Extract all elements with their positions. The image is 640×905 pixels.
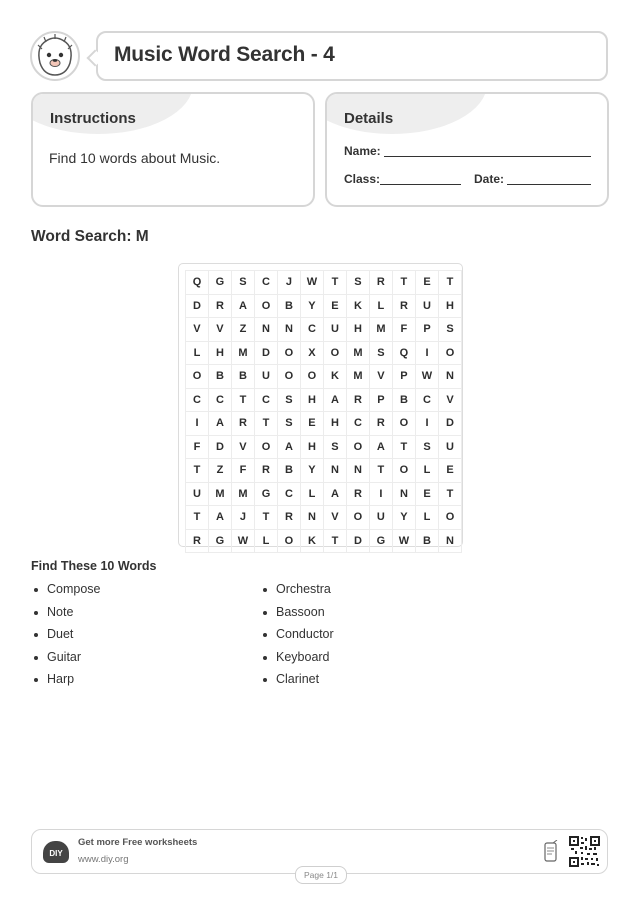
grid-row [186,459,462,483]
grid-cell[interactable]: P [369,388,392,412]
grid-cell[interactable]: F [392,318,415,342]
grid-cell[interactable]: V [369,365,392,389]
grid-cell[interactable]: A [323,482,346,506]
grid-cell[interactable]: I [186,412,209,436]
grid-cell[interactable]: I [369,482,392,506]
grid-cell[interactable]: N [323,459,346,483]
grid-cell[interactable]: B [392,388,415,412]
grid-row [186,388,462,412]
grid-cell[interactable]: R [369,271,392,295]
word-list-title: Find These 10 Words [31,559,157,573]
grid-cell[interactable]: H [323,412,346,436]
grid-cell[interactable]: W [415,365,438,389]
word-item: Keyboard [260,650,334,673]
grid-cell[interactable]: B [415,529,438,553]
grid-cell[interactable]: S [415,435,438,459]
grid-cell[interactable]: H [208,341,231,365]
grid-cell[interactable]: F [186,435,209,459]
word-item: Guitar [31,650,101,673]
grid-cell[interactable]: K [346,294,369,318]
letter-table [185,270,462,553]
grid-cell[interactable]: N [439,365,462,389]
grid-cell[interactable]: J [231,506,254,530]
page-indicator: Page 1/1 [295,866,347,884]
grid-cell[interactable]: M [346,341,369,365]
grid-cell[interactable]: H [300,435,323,459]
grid-cell[interactable]: K [300,529,323,553]
grid-cell[interactable]: P [415,318,438,342]
grid-cell[interactable]: M [231,482,254,506]
grid-cell[interactable]: R [369,412,392,436]
grid-cell[interactable]: O [277,529,300,553]
grid-cell[interactable]: W [300,271,323,295]
grid-cell[interactable]: U [439,435,462,459]
grid-cell[interactable]: T [392,271,415,295]
word-list-right [260,582,334,695]
grid-cell[interactable]: Y [300,294,323,318]
grid-cell[interactable]: G [208,271,231,295]
word-item: Harp [31,672,101,695]
grid-cell[interactable]: O [439,341,462,365]
grid-cell[interactable]: I [415,341,438,365]
grid-cell[interactable]: W [392,529,415,553]
details-card [325,92,609,207]
word-item: Orchestra [260,582,334,605]
grid-cell[interactable]: S [277,388,300,412]
grid-row [186,294,462,318]
grid-cell[interactable]: O [277,341,300,365]
grid-cell[interactable]: U [369,506,392,530]
grid-cell[interactable]: N [346,459,369,483]
grid-cell[interactable]: O [277,365,300,389]
grid-cell[interactable]: T [323,271,346,295]
grid-cell[interactable]: Y [392,506,415,530]
grid-cell[interactable]: C [255,388,278,412]
grid-row [186,482,462,506]
grid-cell[interactable]: O [323,341,346,365]
grid-cell[interactable]: S [277,412,300,436]
grid-cell[interactable]: Q [186,271,209,295]
grid-cell[interactable]: G [208,529,231,553]
grid-cell[interactable]: N [439,529,462,553]
grid-cell[interactable]: T [231,388,254,412]
grid-cell[interactable]: V [208,318,231,342]
word-item: Bassoon [260,605,334,628]
class-label: Class: [344,172,381,186]
grid-cell[interactable]: M [231,341,254,365]
grid-cell[interactable]: K [323,365,346,389]
grid-cell[interactable]: T [186,459,209,483]
grid-cell[interactable]: Z [208,459,231,483]
diy-logo[interactable]: DIY [43,841,69,863]
grid-cell[interactable]: O [255,294,278,318]
grid-cell[interactable]: S [231,271,254,295]
grid-cell[interactable]: D [439,412,462,436]
mascot-avatar [30,31,80,81]
grid-cell[interactable]: C [255,271,278,295]
grid-cell[interactable]: T [439,482,462,506]
grid-cell[interactable]: T [186,506,209,530]
details-heading: Details [344,110,394,127]
grid-cell[interactable]: E [300,412,323,436]
grid-cell[interactable]: R [231,412,254,436]
grid-cell[interactable]: E [415,271,438,295]
grid-cell[interactable]: H [439,294,462,318]
grid-cell[interactable]: O [255,435,278,459]
grid-cell[interactable]: O [392,459,415,483]
word-item: Note [31,605,101,628]
grid-cell[interactable]: A [277,435,300,459]
grid-cell[interactable]: I [415,412,438,436]
grid-cell[interactable]: E [323,294,346,318]
name-field[interactable] [384,156,591,157]
grid-cell[interactable]: L [255,529,278,553]
grid-cell[interactable]: L [369,294,392,318]
grid-cell[interactable]: T [369,459,392,483]
grid-cell[interactable]: N [300,506,323,530]
grid-cell[interactable]: D [346,529,369,553]
qr-code-icon[interactable] [569,836,600,867]
grid-cell[interactable]: A [231,294,254,318]
grid-cell[interactable]: U [323,318,346,342]
grid-cell[interactable]: R [346,388,369,412]
grid-cell[interactable]: U [255,365,278,389]
grid-cell[interactable]: T [323,529,346,553]
grid-cell[interactable]: S [369,341,392,365]
grid-cell[interactable]: B [231,365,254,389]
grid-cell[interactable]: B [208,365,231,389]
grid-cell[interactable]: R [392,294,415,318]
grid-cell[interactable]: D [186,294,209,318]
grid-row [186,318,462,342]
footer-url-link[interactable]: www.diy.org [78,854,129,865]
grid-cell[interactable]: E [439,459,462,483]
name-label: Name: [344,144,381,158]
grid-cell[interactable]: L [186,341,209,365]
grid-cell[interactable]: M [208,482,231,506]
grid-cell[interactable]: A [208,412,231,436]
grid-cell[interactable]: H [300,388,323,412]
grid-cell[interactable]: C [300,318,323,342]
grid-cell[interactable]: T [392,435,415,459]
page-title: Music Word Search - 4 [114,43,335,66]
grid-cell[interactable]: Z [231,318,254,342]
grid-cell[interactable]: L [415,459,438,483]
grid-cell[interactable]: A [369,435,392,459]
grid-cell[interactable]: C [346,412,369,436]
grid-cell[interactable]: E [415,482,438,506]
grid-cell[interactable]: V [323,506,346,530]
grid-row [186,412,462,436]
instructions-heading: Instructions [50,110,136,127]
instructions-card [31,92,315,207]
grid-cell[interactable]: S [346,271,369,295]
title-bubble [96,31,608,81]
grid-cell[interactable]: B [277,294,300,318]
grid-cell[interactable]: F [231,459,254,483]
grid-cell[interactable]: J [277,271,300,295]
grid-cell[interactable]: H [346,318,369,342]
grid-cell[interactable]: N [392,482,415,506]
grid-cell[interactable]: G [369,529,392,553]
grid-cell[interactable]: O [392,412,415,436]
grid-cell[interactable]: L [415,506,438,530]
grid-cell[interactable]: R [255,459,278,483]
grid-cell[interactable]: U [415,294,438,318]
grid-cell[interactable]: P [392,365,415,389]
class-field[interactable] [380,184,461,185]
word-item: Compose [31,582,101,605]
grid-cell[interactable]: D [255,341,278,365]
grid-cell[interactable]: V [231,435,254,459]
grid-cell[interactable]: N [277,318,300,342]
word-item: Conductor [260,627,334,650]
grid-cell[interactable]: Q [392,341,415,365]
grid-cell[interactable]: V [186,318,209,342]
grid-cell[interactable]: Y [300,459,323,483]
word-item: Duet [31,627,101,650]
grid-cell[interactable]: C [186,388,209,412]
grid-cell[interactable]: T [439,271,462,295]
grid-cell[interactable]: V [439,388,462,412]
grid-cell[interactable]: C [208,388,231,412]
grid-cell[interactable]: N [255,318,278,342]
grid-row [186,271,462,295]
date-label: Date: [474,172,505,186]
grid-cell[interactable]: U [186,482,209,506]
grid-row [186,435,462,459]
footer-promo-text: Get more Free worksheets [78,837,198,848]
grid-cell[interactable]: A [323,388,346,412]
grid-cell[interactable]: B [277,459,300,483]
word-list-left [31,582,101,695]
grid-cell[interactable]: W [231,529,254,553]
date-field[interactable] [507,184,591,185]
word-item: Clarinet [260,672,334,695]
grid-cell[interactable]: S [439,318,462,342]
grid-row [186,365,462,389]
grid-cell[interactable]: D [208,435,231,459]
grid-cell[interactable]: L [300,482,323,506]
word-search-grid [178,263,463,547]
grid-cell[interactable]: R [346,482,369,506]
grid-row [186,341,462,365]
grid-cell[interactable]: O [300,365,323,389]
grid-cell[interactable]: O [346,506,369,530]
grid-cell[interactable]: A [208,506,231,530]
grid-cell[interactable]: O [439,506,462,530]
grid-row [186,529,462,553]
grid-cell[interactable]: R [277,506,300,530]
instructions-text: Find 10 words about Music. [49,150,221,166]
grid-cell[interactable]: M [346,365,369,389]
grid-cell[interactable]: C [277,482,300,506]
grid-cell[interactable]: T [255,506,278,530]
grid-cell[interactable]: S [323,435,346,459]
phone-icon [544,840,558,862]
mascot-face-icon [32,33,78,79]
grid-cell[interactable]: R [186,529,209,553]
grid-cell[interactable]: T [255,412,278,436]
grid-cell[interactable]: O [186,365,209,389]
grid-row [186,506,462,530]
puzzle-title: Word Search: M [31,228,149,245]
grid-cell[interactable]: C [415,388,438,412]
grid-cell[interactable]: M [369,318,392,342]
grid-cell[interactable]: O [346,435,369,459]
grid-cell[interactable]: G [255,482,278,506]
grid-cell[interactable]: R [208,294,231,318]
grid-cell[interactable]: X [300,341,323,365]
